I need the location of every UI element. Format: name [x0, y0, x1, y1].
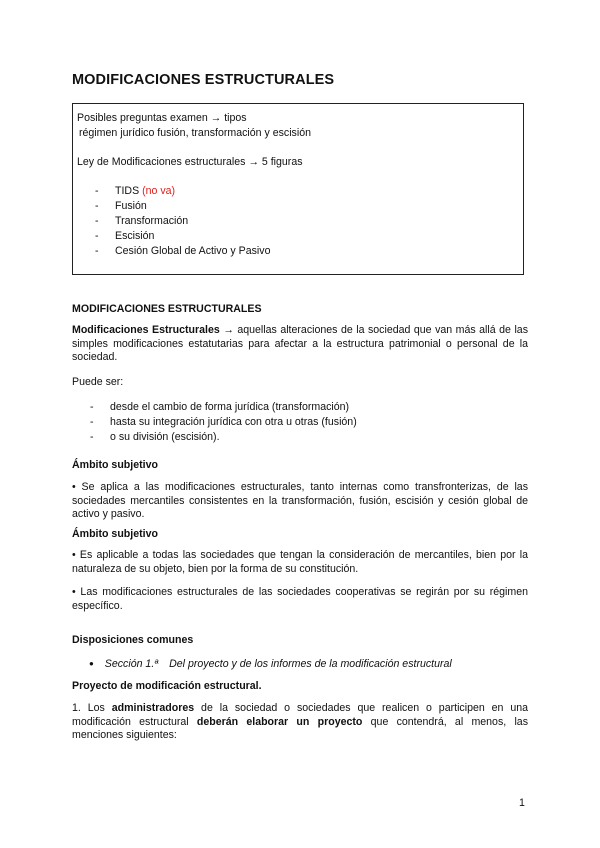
dash-bullet: -: [90, 416, 94, 428]
box-line-3: Ley de Modificaciones estructurales → 5 figuras: [77, 156, 303, 168]
dash-bullet: -: [90, 431, 94, 443]
proyecto-paragraph: 1. Los administradores de la sociedad o sociedades que realicen o participen en una modificación estructural deberán elaborar un proyecto que contendrá, al menos, las menciones siguientes:: [72, 702, 528, 741]
box-line-2: régimen jurídico fusión, transformación y escisión: [79, 127, 311, 139]
dash-bullet: -: [95, 185, 99, 197]
ambito-heading: Ámbito subjetivo: [72, 528, 158, 540]
puede-ser-text: Puede ser:: [72, 376, 124, 388]
box-list-item: - Cesión Global de Activo y Pasivo: [95, 245, 271, 257]
dash-bullet: -: [95, 230, 99, 242]
proyecto-heading: Proyecto de modificación estructural.: [72, 680, 262, 692]
red-note: (no va): [142, 185, 176, 197]
ambito-heading: Ámbito subjetivo: [72, 459, 158, 471]
box-list-item: - Fusión: [95, 200, 147, 212]
definition-paragraph: Modificaciones Estructurales → aquellas alteraciones de la sociedad que van más allá de las simples modificaciones estatutarias para afectar a la estructura patrimonial o personal de la sociedad.: [72, 324, 528, 363]
section-heading: MODIFICACIONES ESTRUCTURALES: [72, 303, 262, 315]
seccion-item: ● Sección 1.ª Del proyecto y de los informes de la modificación estructural: [89, 658, 452, 670]
dash-bullet: -: [90, 401, 94, 413]
page-number: 1: [519, 797, 525, 809]
disposiciones-heading: Disposiciones comunes: [72, 634, 194, 646]
list-item: - desde el cambio de forma jurídica (transformación): [90, 401, 350, 413]
ambito-paragraph: • Las modificaciones estructurales de las sociedades cooperativas se regirán por su régimen específico.: [72, 586, 528, 612]
list-item: - hasta su integración jurídica con otra u otras (fusión): [90, 416, 357, 428]
ambito-paragraph: • Es aplicable a todas las sociedades que tengan la consideración de mercantiles, bien por la naturaleza de su objeto, bien por la forma de su constitución.: [72, 549, 528, 575]
page-title: MODIFICACIONES ESTRUCTURALES: [72, 72, 335, 88]
bullet-icon: ●: [89, 659, 94, 668]
box-line-1: Posibles preguntas examen → tipos: [77, 112, 247, 124]
list-item: - o su división (escisión).: [90, 431, 220, 443]
dash-bullet: -: [95, 200, 99, 212]
box-list-item: - Transformación: [95, 215, 189, 227]
ambito-paragraph: • Se aplica a las modificaciones estructurales, tanto internas como transfronterizas, de las sociedades mercantiles consistentes en la transformación, fusión, escisión y cesión global de activo y pasivo.: [72, 481, 528, 520]
box-list-item: - TIDS (no va): [95, 185, 176, 197]
dash-bullet: -: [95, 245, 99, 257]
summary-box: [72, 103, 524, 275]
dash-bullet: -: [95, 215, 99, 227]
box-list-item: - Escisión: [95, 230, 155, 242]
